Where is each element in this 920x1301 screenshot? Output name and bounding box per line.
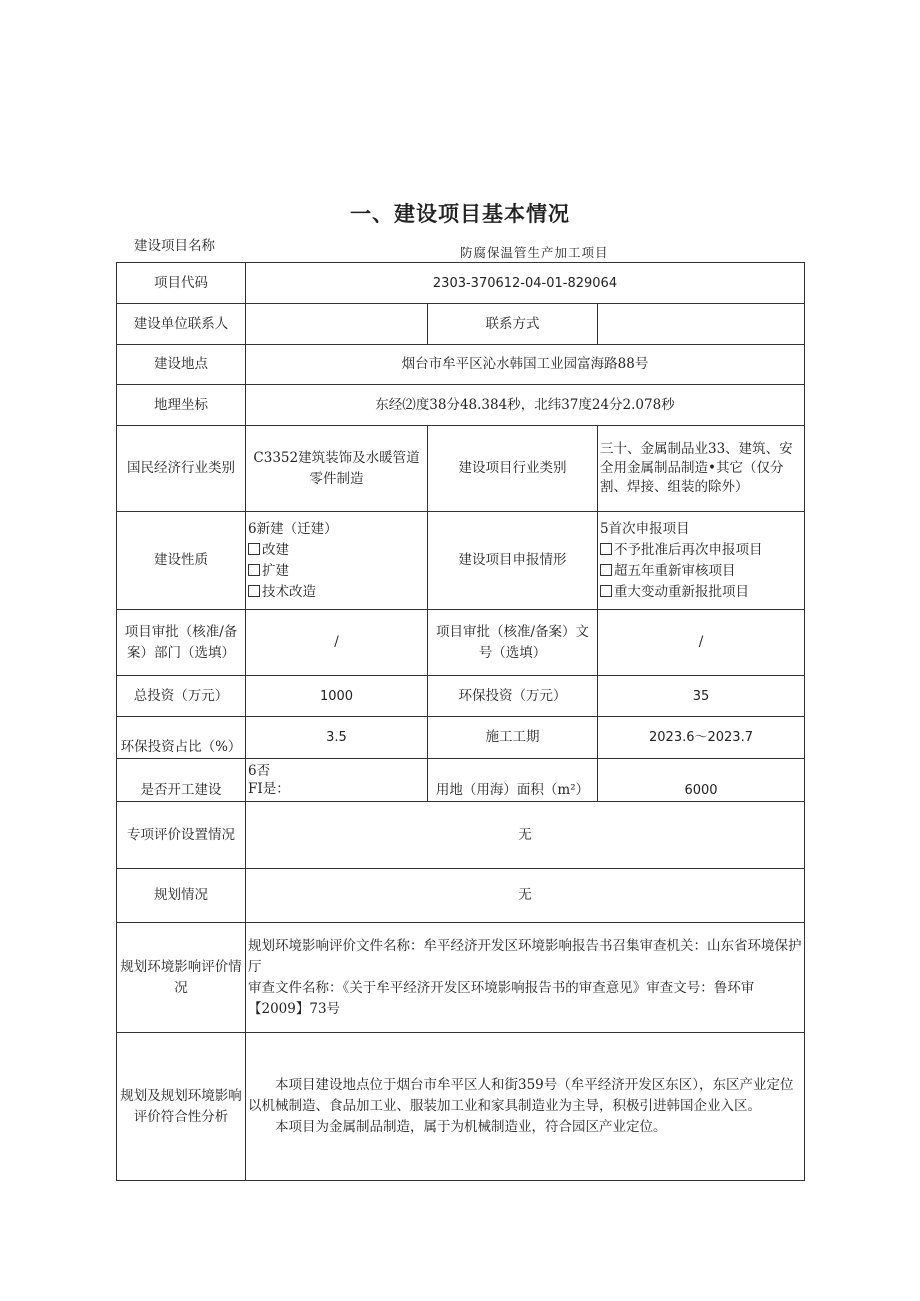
row-nature xyxy=(117,512,805,610)
nature-options xyxy=(246,512,428,610)
declare-options xyxy=(598,512,805,610)
row-started xyxy=(117,759,805,802)
industry-category-label: 建设项目行业类别 xyxy=(428,426,598,512)
checkbox-icon xyxy=(248,564,260,576)
approval-number-label: 项目审批（核准/备案）文号（选填） xyxy=(428,610,598,676)
industry-value: C3352建筑装饰及水暖管道零件制造 xyxy=(246,426,428,512)
row-planning xyxy=(117,869,805,923)
row-investment xyxy=(117,676,805,717)
row-location xyxy=(117,345,805,385)
row-compliance xyxy=(117,1033,805,1181)
row-contact xyxy=(117,304,805,345)
nature-option-rebuild[interactable]: 改建 xyxy=(248,540,425,561)
approval-dept-label: 项目审批（核准/备案）部门（选填） xyxy=(117,610,246,676)
checkbox-icon xyxy=(248,543,260,555)
ratio-value: 3.5 xyxy=(246,717,428,759)
compliance-label: 规划及规划环境影响评价符合性分析 xyxy=(117,1033,246,1181)
planning-eia-line2: 审查文件名称：《关于牟平经济开发区环境影响报告书的审查意见》审查文号：鲁环审【2009】73号 xyxy=(248,979,755,1017)
checkbox-icon xyxy=(600,543,612,555)
nature-option-new: 6新建（迁建） xyxy=(248,520,338,537)
coords-label: 地理坐标 xyxy=(117,385,246,426)
contact-method-label: 联系方式 xyxy=(428,304,598,345)
nature-option-tech[interactable]: 技术改造 xyxy=(248,582,425,603)
industry-category-value: 三十、金属制品业33、建筑、安全用金属制品制造•其它（仅分割、焊接、组装的除外） xyxy=(598,426,805,512)
checkbox-icon xyxy=(600,585,612,597)
approval-number-value: / xyxy=(598,610,805,676)
planning-eia-label: 规划环境影响评价情况 xyxy=(117,923,246,1033)
period-label: 施工工期 xyxy=(428,717,598,759)
compliance-paragraph-1: 本项目建设地点位于烟台市牟平区人和街359号（牟平经济开发区东区），东区产业定位以机械制造、食品加工业、服装加工业和家具制造业为主导，积极引进韩国企业入区。 xyxy=(248,1077,794,1114)
row-planning-eia xyxy=(117,923,805,1033)
declare-option-first: 5首次申报项目 xyxy=(600,520,690,537)
checkbox-icon xyxy=(248,585,260,597)
planning-label: 规划情况 xyxy=(117,869,246,923)
compliance-paragraph-2: 本项目为金属制品制造，属于为机械制造业，符合园区产业定位。 xyxy=(275,1119,667,1135)
industry-label: 国民经济行业类别 xyxy=(117,426,246,512)
row-approval xyxy=(117,610,805,676)
declare-option-major-change[interactable]: 重大变动重新报批项目 xyxy=(600,582,802,603)
location-label: 建设地点 xyxy=(117,345,246,385)
code-label: 项目代码 xyxy=(117,263,246,304)
started-option-yes[interactable]: FI是： xyxy=(248,781,290,797)
row-ratio xyxy=(117,717,805,759)
row-special xyxy=(117,802,805,869)
planning-eia-line1: 规划环境影响评价文件名称：牟平经济开发区环境影响报告书召集审查机关：山东省环境保护厅 xyxy=(248,937,802,975)
project-name-value: 防腐保温管生产加工项目 xyxy=(460,245,609,260)
ratio-label: 环保投资占比（%） xyxy=(117,717,246,759)
project-name-label: 建设项目名称 xyxy=(134,238,215,254)
land-area-label: 用地（用海）面积（m²） xyxy=(428,759,598,802)
land-area-value: 6000 xyxy=(598,759,805,802)
investment-label: 总投资（万元） xyxy=(117,676,246,717)
location-value: 烟台市牟平区沁水韩国工业园富海路88号 xyxy=(246,345,805,385)
contact-method-value xyxy=(598,304,805,345)
started-option-no[interactable]: 6否 xyxy=(248,763,271,779)
special-value: 无 xyxy=(246,802,805,869)
contact-value xyxy=(246,304,428,345)
row-coords xyxy=(117,385,805,426)
page-title: 一、建设项目基本情况 xyxy=(350,202,570,226)
contact-label: 建设单位联系人 xyxy=(117,304,246,345)
declare-option-resubmit[interactable]: 不予批准后再次申报项目 xyxy=(600,540,802,561)
approval-dept-value: / xyxy=(246,610,428,676)
env-investment-value: 35 xyxy=(598,676,805,717)
compliance-value xyxy=(246,1033,805,1181)
started-label: 是否开工建设 xyxy=(117,759,246,802)
project-info-table xyxy=(116,262,805,1181)
investment-value: 1000 xyxy=(246,676,428,717)
checkbox-icon xyxy=(600,564,612,576)
planning-eia-value xyxy=(246,923,805,1033)
declare-label: 建设项目申报情形 xyxy=(428,512,598,610)
declare-option-five-years[interactable]: 超五年重新审核项目 xyxy=(600,561,802,582)
started-options xyxy=(246,759,428,802)
nature-option-expand[interactable]: 扩建 xyxy=(248,561,425,582)
coords-value: 东经⑵度38分48.384秒，北纬37度24分2.078秒 xyxy=(246,385,805,426)
period-value: 2023.6～2023.7 xyxy=(598,717,805,759)
env-investment-label: 环保投资（万元） xyxy=(428,676,598,717)
nature-label: 建设性质 xyxy=(117,512,246,610)
row-code xyxy=(117,263,805,304)
planning-value: 无 xyxy=(246,869,805,923)
code-value: 2303-370612-04-01-829064 xyxy=(246,263,805,304)
row-industry xyxy=(117,426,805,512)
special-label: 专项评价设置情况 xyxy=(117,802,246,869)
